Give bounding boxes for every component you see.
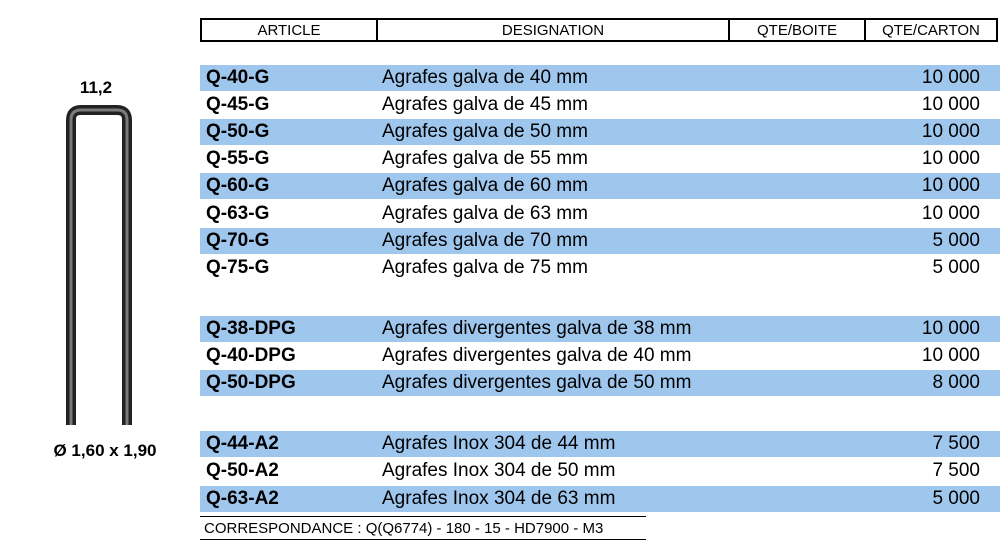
qte-carton: 10 000	[921, 203, 980, 224]
article-code: Q-45-G	[206, 94, 270, 115]
article-code: Q-44-A2	[206, 433, 279, 454]
article-code: Q-40-G	[206, 67, 270, 88]
table-row	[200, 146, 1000, 172]
staple-dimension-label: Ø 1,60 x 1,90	[53, 441, 157, 460]
designation: Agrafes galva de 75 mm	[382, 257, 588, 278]
article-code: Q-63-G	[206, 203, 270, 224]
qte-carton: 7 500	[932, 433, 980, 454]
qte-carton: 10 000	[921, 121, 980, 142]
designation: Agrafes galva de 70 mm	[382, 230, 588, 251]
header-qte-boite: QTE/BOITE	[730, 20, 866, 40]
qte-carton: 10 000	[921, 345, 980, 366]
article-code: Q-40-DPG	[206, 345, 296, 366]
qte-carton: 10 000	[921, 94, 980, 115]
designation: Agrafes Inox 304 de 50 mm	[382, 460, 616, 481]
table-row	[200, 65, 1000, 91]
designation: Agrafes galva de 60 mm	[382, 175, 588, 196]
table-row	[200, 228, 1000, 254]
designation: Agrafes Inox 304 de 63 mm	[382, 488, 616, 509]
table-row	[200, 119, 1000, 145]
designation: Agrafes divergentes galva de 38 mm	[382, 318, 692, 339]
header-qte-carton: QTE/CARTON	[882, 21, 980, 39]
header-article: ARTICLE	[202, 20, 378, 40]
article-code: Q-50-A2	[206, 460, 279, 481]
qte-carton: 5 000	[932, 257, 980, 278]
staple-width-label: 11,2	[79, 78, 113, 97]
article-code: Q-50-DPG	[206, 372, 296, 393]
designation: Agrafes Inox 304 de 44 mm	[382, 433, 616, 454]
table-row	[200, 458, 1000, 484]
designation: Agrafes galva de 45 mm	[382, 94, 588, 115]
designation: Agrafes galva de 55 mm	[382, 148, 588, 169]
designation: Agrafes divergentes galva de 40 mm	[382, 345, 692, 366]
qte-carton: 8 000	[932, 372, 980, 393]
article-code: Q-63-A2	[206, 488, 279, 509]
article-code: Q-75-G	[206, 257, 270, 278]
table-header	[200, 18, 998, 42]
article-code: Q-38-DPG	[206, 318, 296, 339]
designation: Agrafes galva de 50 mm	[382, 121, 588, 142]
correspondance-note: CORRESPONDANCE : Q(Q6774) - 180 - 15 - HD7900 - M3	[200, 516, 646, 540]
qte-carton: 7 500	[932, 460, 980, 481]
designation: Agrafes galva de 40 mm	[382, 67, 588, 88]
table-row	[200, 370, 1000, 396]
header-designation: DESIGNATION	[378, 20, 730, 40]
qte-carton: 10 000	[921, 318, 980, 339]
article-code: Q-70-G	[206, 230, 270, 251]
designation: Agrafes divergentes galva de 50 mm	[382, 372, 692, 393]
article-code: Q-50-G	[206, 121, 270, 142]
qte-carton: 5 000	[932, 488, 980, 509]
table-row	[200, 343, 1000, 369]
table-row	[200, 201, 1000, 227]
qte-carton: 10 000	[921, 175, 980, 196]
table-row	[200, 431, 1000, 457]
table-row	[200, 486, 1000, 512]
staple-illustration	[55, 100, 145, 430]
table-row	[200, 316, 1000, 342]
table-row	[200, 255, 1000, 281]
table-row	[200, 173, 1000, 199]
table-row	[200, 92, 1000, 118]
qte-carton: 5 000	[932, 230, 980, 251]
qte-carton: 10 000	[921, 67, 980, 88]
article-code: Q-60-G	[206, 175, 270, 196]
qte-carton: 10 000	[921, 148, 980, 169]
designation: Agrafes galva de 63 mm	[382, 203, 588, 224]
article-code: Q-55-G	[206, 148, 270, 169]
